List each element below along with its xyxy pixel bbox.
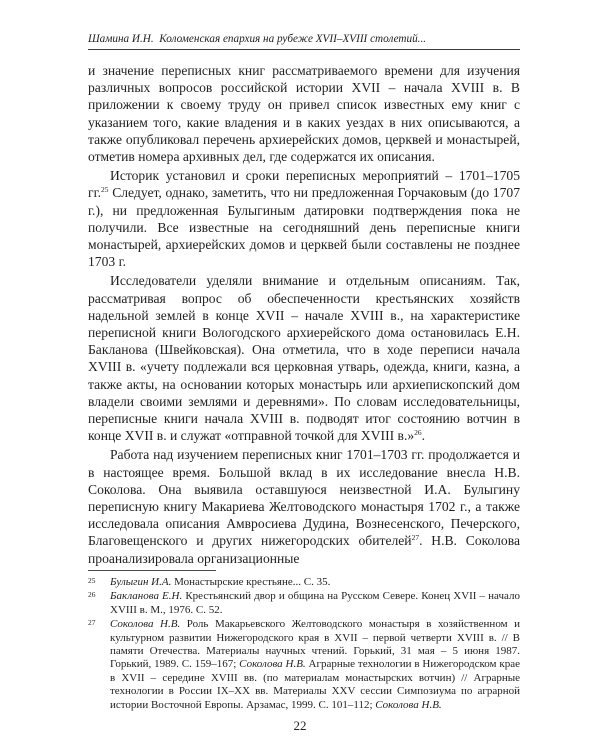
footnote-ref: 25 — [101, 185, 109, 195]
footnote-number: 26 — [88, 590, 96, 600]
paragraph: Историк установил и сроки переписных мероприятий – 1701–1705 гг.$^{25}$ Следует, однако, заметить, что ни предложенная Горчаковым (до 1707 г.), ни предложенная Булыгиным датировки подтверждения пока не получили. Все известные на сегодняшний день переписные книги монастырей, архиерейских домов и церквей были составлены не позднее 1703 г. — [88, 168, 520, 270]
footnote: 25 Булыгин И.А. Монастырские крестьяне... С. 35. — [88, 576, 331, 588]
paragraph: Исследователи уделяли внимание и отдельным описаниям. Так, рассматривая вопрос об обеспеченности крестьянских хозяйств надельной землей в конце XVII – начале XVIII в., на характеристике переписной книги Вологодского архиерейского дома остановилась Е.Н. Бакланова (Швейковская). Она отметила, что в ходе переписи начала XVIII в. «учету подлежали вся церковная утварь, одежда, книги, казна, а также акты, на основании которых монастырь или архиепископский дом владели своими землями и деревнями». По словам исследовательницы, переписные книги начала XVIII в. подводят итог состоянию вотчин в конце XVII в. и служат «отправной точкой для XVIII в.»$^{26}$. — [88, 273, 520, 444]
footnote-number: 27 — [88, 618, 96, 628]
paragraph: и значение переписных книг рассматриваемого времени для изучения различных вопросов российской истории XVII – начала XVIII в. В приложении к своему труду он привел список известных ему книг с указанием того, какие владения и в каких уездах в них описываются, а также опубликовал перечень архиерейских домов, церквей и монастырей, отметив номера архивных дел, где содержатся их описания. — [88, 63, 520, 165]
footnote-divider — [88, 570, 216, 571]
footnote-ref: 26 — [414, 428, 422, 438]
running-header — [88, 33, 520, 50]
footnotes — [88, 576, 520, 713]
footnote: 27 Соколова Н.В. Роль Макарьевского Желтоводского монастыря в хозяйственном и культурном развитии Нижегородского края в XVII – первой четверти XVIII в. // В памяти Отечества. Материалы научных чтений. Горький, 31 мая – 5 июня 1987. Горький, 1989. С. 159–167; Соколова Н.В. Аграрные технологии в Нижегородском крае в XVII – середине XVIII вв. (по материалам монастырских вотчин) // Аграрные технологии в России IX–XX вв. Материалы XXV сессии Симпозиума по аграрной истории Восточной Европы. Арзамас, 1999. С. 101–112; Соколова Н.В. — [88, 618, 520, 711]
page-number: 22 — [293, 718, 307, 733]
paragraph: Работа над изучением переписных книг 1701–1703 гг. продолжается и в настоящее время. Большой вклад в их исследование внесла Н.В. Соколова. Она выявила оставшуюся неизвестной И.А. Булыгину переписную книгу Макариева Желтоводского монастыря 1702 г., а также исследовала описания Амвросиева Дудина, Вознесенского, Печерского, Благовещенского и других нижегородских обителей$^{27}$. Н.В. Соколова проанализировала организационные — [88, 447, 521, 566]
footnote-number: 25 — [88, 576, 96, 585]
footnote: 26 Бакланова Е.Н. Крестьянский двор и община на Русском Севере. Конец XVII – начало XVIII в. М., 1976. С. 52. — [88, 590, 520, 616]
header-author: Шамина И.Н. — [88, 33, 154, 45]
header-title: Коломенская епархия на рубеже XVII–XVIII столетий... — [159, 33, 427, 45]
footnote-ref: 27 — [411, 533, 420, 543]
main-text — [88, 62, 520, 569]
